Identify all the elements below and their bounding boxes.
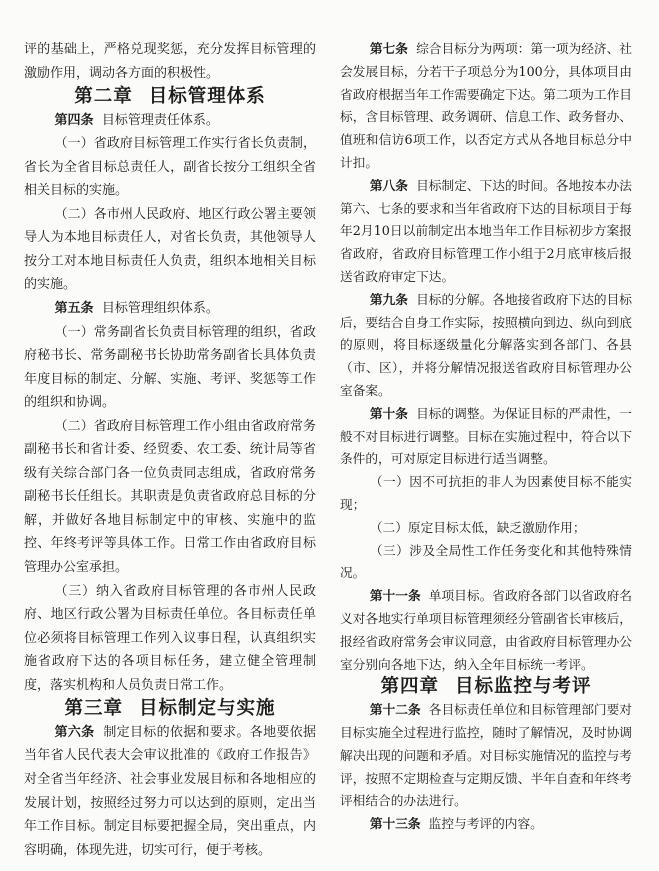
chapter-title: 目标监控与考评 [455,676,592,698]
article-text: 各目标责任单位和目标管理部门要对目标实施全过程进行监控，随时了解情况，及时协调解决出现的问题和矛盾。对目标实施情况的监控与考评，按照不定期检查与定期反馈、半年自查和年终考评相结合的办法进行。 [340,702,632,809]
article-text: 目标的分解。各地接省政府下达的目标后，要结合自身工作实际，按照横向到边、纵向到底的原则，将目标逐级量化分解落实到各部门、各县（市、区），并将分解情况报送省政府目标管理办公室备案。 [340,291,632,398]
article-text: 目标制定、下达的时间。各地按本办法第六、七条的要求和当年省政府下达的目标项目于每年2月10日以前制定出本地当年工作目标初步方案报省政府，省政府目标管理工作小组于2月底审核后报送省政府审定下达。 [340,177,632,284]
article-text: 综合目标分为两项：第一项为经济、社会发展目标，分若干子项总分为100分，具体项目由省政府根据当年工作需要确定下达。第二项为工作目标，含目标管理、政务调研、信息工作、政务督办、值班和信访6项工作，以否定方式从各地目标总分中计扣。 [340,41,632,170]
article-text: 目标管理责任体系。 [101,112,219,128]
article-5-item-1: （一）常务副省长负责目标管理的组织，省政府秘书长、常务副秘书长协助常务副省长具体负责年度目标的制定、分解、实施、考评、奖惩等工作的组织和协调。 [24,324,316,411]
chapter-number: 第四章 [380,676,439,698]
article-12 [340,699,632,813]
article-11 [340,585,632,676]
article-5-item-2: （二）省政府目标管理工作小组由省政府常务副秘书长和省计委、经贸委、农工委、统计局等省级有关综合部门各一位负责同志组成，省政府常务副秘书长任组长。其职责是负责省政府总目标的分解，并做好各地目标制定中的审核、实施中的监控、年终考评等具体工作。日常工作由省政府目标管理办公室承担。 [24,418,316,576]
article-label: 第十二条 [369,702,421,718]
left-column [24,38,316,862]
article-10-item-3: （三）涉及全局性工作任务变化和其他特殊情况。 [340,542,632,581]
article-label: 第六条 [54,724,95,740]
chapter-title: 目标制定与实施 [139,698,276,720]
article-label: 第七条 [369,41,408,56]
article-8 [340,175,632,289]
article-label: 第十一条 [369,588,421,604]
article-text: 目标的调整。为保证目标的严肃性，一般不对目标进行调整。目标在实施过程中，符合以下条件的，可对原定目标进行适当调整。 [340,405,632,467]
article-4-item-1: （一）省政府目标管理工作实行省长负责制，省长为全省目标总责任人，副省长按分工组织全省相关目标的实施。 [24,136,316,199]
article-text: 监控与考评的内容。 [428,816,543,832]
article-text: 目标管理组织体系。 [101,301,219,317]
article-label: 第十三条 [369,816,421,832]
chapter-number: 第三章 [64,698,123,720]
article-text: 制定目标的依据和要求。各地要依据当年省人民代表大会审议批准的《政府工作报告》对全省当年经济、社会事业发展目标和各地相应的发展计划，按照经过努力可以达到的原则，定出当年工作目标。制定目标要把握全局，突出重点，内容明确，体现先进，切实可行，便于考核。 [24,724,316,858]
article-5 [24,297,316,321]
article-label: 第八条 [369,177,408,193]
article-10-item-2: （二）原定目标太低，缺乏激励作用； [369,519,586,535]
article-13 [340,813,632,836]
article-5-item-3: （三）纳入省政府目标管理的各市州人民政府、地区行政公署为目标责任单位。各目标责任单位必须将目标管理工作列入议事日程，认真组织实施省政府下达的各项目标任务，建立健全管理制度，落实机构和人员负责日常工作。 [24,583,316,693]
article-label: 第九条 [369,291,408,307]
article-label: 第十条 [369,405,408,421]
chapter-4-heading [340,676,632,699]
article-text: 单项目标。省政府各部门以省政府名义对各地实行单项目标管理须经分管副省长审核后，报经省政府常务会审议同意，由省政府目标管理办公室分别向各地下达，纳入全年目标统一考评。 [340,588,632,672]
article-9 [340,289,632,403]
article-6 [24,721,316,862]
article-4 [24,109,316,133]
chapter-2-heading [24,85,316,109]
paragraph-continuation: 评的基础上，严格兑现奖惩，充分发挥目标管理的激励作用，调动各方面的积极性。 [24,42,316,81]
article-4-item-2: （二）各市州人民政府、地区行政公署主要领导人为本地目标责任人，对省长负责，其他领导人按分工对本地目标责任人负责，组织本地相关目标的实施。 [24,206,316,293]
chapter-number: 第二章 [74,86,133,108]
article-label: 第四条 [54,112,94,128]
right-column [340,38,632,836]
article-10 [340,403,632,471]
chapter-title: 目标管理体系 [148,86,266,108]
chapter-3-heading [24,697,316,721]
article-7 [340,38,632,175]
article-label: 第五条 [54,301,94,317]
article-10-item-1: （一）因不可抗拒的非人为因素使目标不能实现； [340,474,632,512]
